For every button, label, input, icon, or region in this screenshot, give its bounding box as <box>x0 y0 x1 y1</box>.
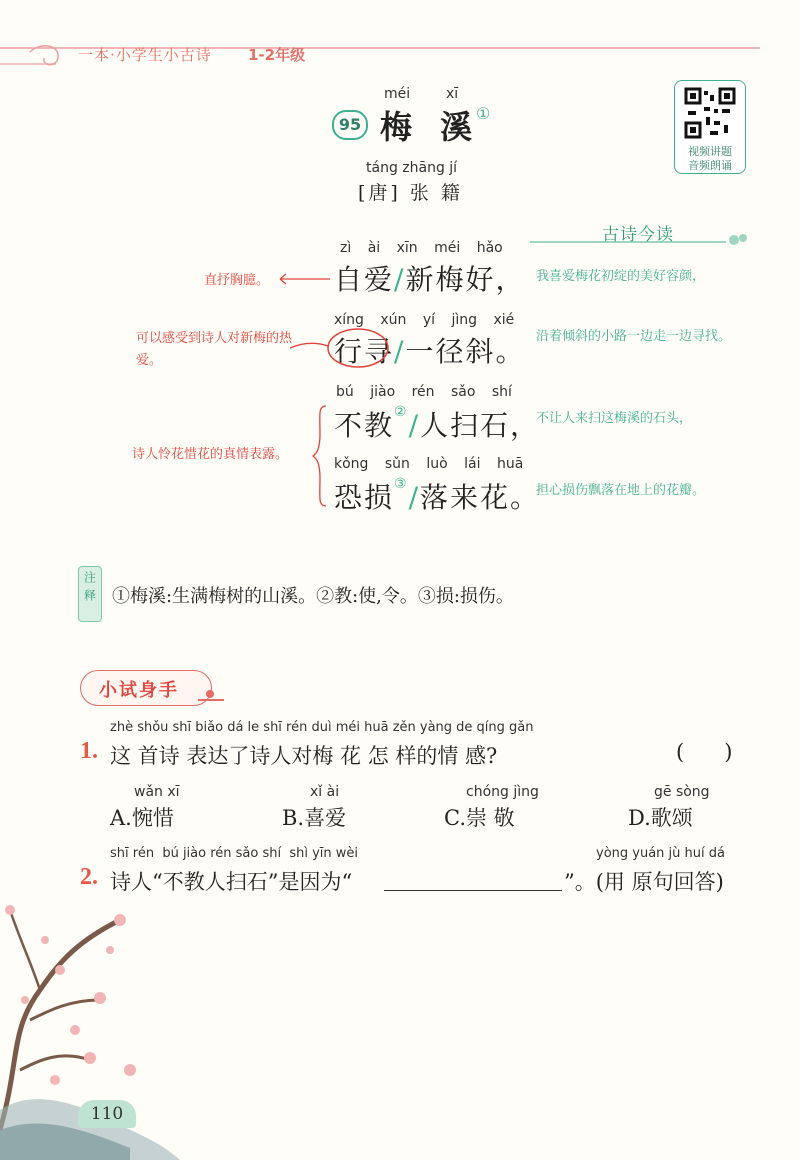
qr-box[interactable] <box>674 80 746 174</box>
title-pinyin-1: méi <box>384 86 411 102</box>
poem-line-1: 自爱/新梅好， <box>334 263 526 296</box>
translation-line-4: 担心损伤飘落在地上的花瓣。 <box>536 483 706 498</box>
q1-option-c[interactable]: C.崇 敬 <box>444 806 515 830</box>
qr-code-icon <box>684 87 736 139</box>
line2-punct: 。 <box>495 335 526 368</box>
page-number: 110 <box>90 1104 124 1124</box>
qr-label-2: 音频朗诵 <box>688 159 732 172</box>
poem-number: 95 <box>338 115 362 134</box>
title-char-1: 梅 <box>380 108 413 146</box>
practice-heading-badge <box>80 670 212 706</box>
q1-optD-pinyin: gē sòng <box>654 784 710 800</box>
qr-label-1: 视频讲题 <box>688 145 732 158</box>
poem-number-badge <box>332 110 368 140</box>
notes-tag-text: 注释 <box>82 571 97 607</box>
practice-heading: 小试身手 <box>99 680 179 701</box>
page-number-badge <box>78 1100 136 1128</box>
q1-optC-pinyin: chóng jìng <box>466 784 539 800</box>
header-bar <box>0 40 800 76</box>
line2-part1: 行寻 <box>334 335 395 368</box>
translation-heading: 古诗今读 <box>602 225 674 245</box>
line3-part1: 不教 <box>334 409 395 442</box>
line4-pinyin: kǒng sǔn luò lái huā <box>334 456 524 472</box>
author-pinyin: táng zhāng jí <box>366 160 458 176</box>
q1-pinyin: zhè shǒu shī biǎo dá le shī rén duì méi huā zěn yàng de qíng gǎn <box>110 720 534 735</box>
q2-pinyin-left: shī rén bú jiào rén sǎo shí shì yīn wèi <box>110 846 359 861</box>
line3-part2: 人扫石 <box>420 409 511 442</box>
q1-answer-paren[interactable]: ( ) <box>676 740 733 764</box>
circle-mark <box>326 326 390 370</box>
header-series: 一本·小学生小古诗 <box>78 46 212 64</box>
line4-part2: 落来花 <box>420 481 511 514</box>
header-grade: 1-2年级 <box>248 46 306 64</box>
notes-text: ①梅溪:生满梅树的山溪。②教:使,令。③损:损伤。 <box>112 586 514 607</box>
brace-icon <box>312 404 328 508</box>
annotation-1: 直抒胸臆。 <box>204 273 270 288</box>
practice-heading-underline <box>196 682 226 706</box>
line1-punct: ， <box>495 263 526 296</box>
poem-line-3: 不教②/人扫石， <box>334 404 541 442</box>
poem-line-2: 行寻/一径斜。 <box>334 335 526 368</box>
title-note-marker: ① <box>476 104 491 123</box>
translation-line-2: 沿着倾斜的小路一边走一边寻找。 <box>536 329 732 344</box>
q1-option-d[interactable]: D.歌颂 <box>628 806 693 830</box>
q1-optB-pinyin: xǐ ài <box>310 784 340 800</box>
notes-tag <box>78 566 102 622</box>
q1-option-a[interactable]: A.惋惜 <box>110 806 174 830</box>
line4-part1: 恐损 <box>334 481 395 514</box>
title-char-2: 溪 <box>440 108 473 146</box>
title-pinyin-2: xī <box>446 86 459 102</box>
translation-heading-bar <box>530 220 748 246</box>
line2-pinyin: xíng xún yí jìng xié <box>334 312 515 328</box>
q2-text-left: 诗人“不教人扫石”是因为“ <box>110 870 353 894</box>
connector-line <box>290 340 330 354</box>
line1-part1: 自爱 <box>334 263 395 296</box>
line1-part2: 新梅好 <box>405 263 496 296</box>
author: [唐] 张 籍 <box>358 182 463 204</box>
q1-optA-pinyin: wǎn xī <box>134 784 180 800</box>
line1-pinyin: zì ài xīn méi hǎo <box>340 240 503 256</box>
q1-number: 1. <box>80 738 98 764</box>
q2-answer-blank[interactable] <box>384 890 562 891</box>
q2-text-right: ”。(用 原句回答) <box>564 870 724 894</box>
poem-line-4: 恐损③/落来花。 <box>334 476 541 514</box>
q2-pinyin-right: yòng yuán jù huí dá <box>596 846 725 861</box>
q1-text: 这 首诗 表达了诗人对梅 花 怎 样的情 感? <box>110 744 498 768</box>
translation-line-3: 不让人来扫这梅溪的石头， <box>536 411 693 426</box>
line2-part2: 一径斜 <box>405 335 496 368</box>
annotation-3: 诗人怜花惜花的真情表露。 <box>132 447 289 462</box>
arrow-left-icon <box>276 272 332 286</box>
translation-line-1: 我喜爱梅花初绽的美好容颜， <box>536 269 706 284</box>
line4-punct: 。 <box>510 481 541 514</box>
q2-number: 2. <box>80 864 98 890</box>
line3-pinyin: bú jiào rén sǎo shí <box>336 384 512 400</box>
line3-note: ② <box>394 404 409 420</box>
line3-punct: ， <box>510 409 541 442</box>
line4-note: ③ <box>394 476 409 492</box>
q1-option-b[interactable]: B.喜爱 <box>282 806 347 830</box>
annotation-2: 可以感受到诗人对新梅的热爱。 <box>136 331 293 368</box>
